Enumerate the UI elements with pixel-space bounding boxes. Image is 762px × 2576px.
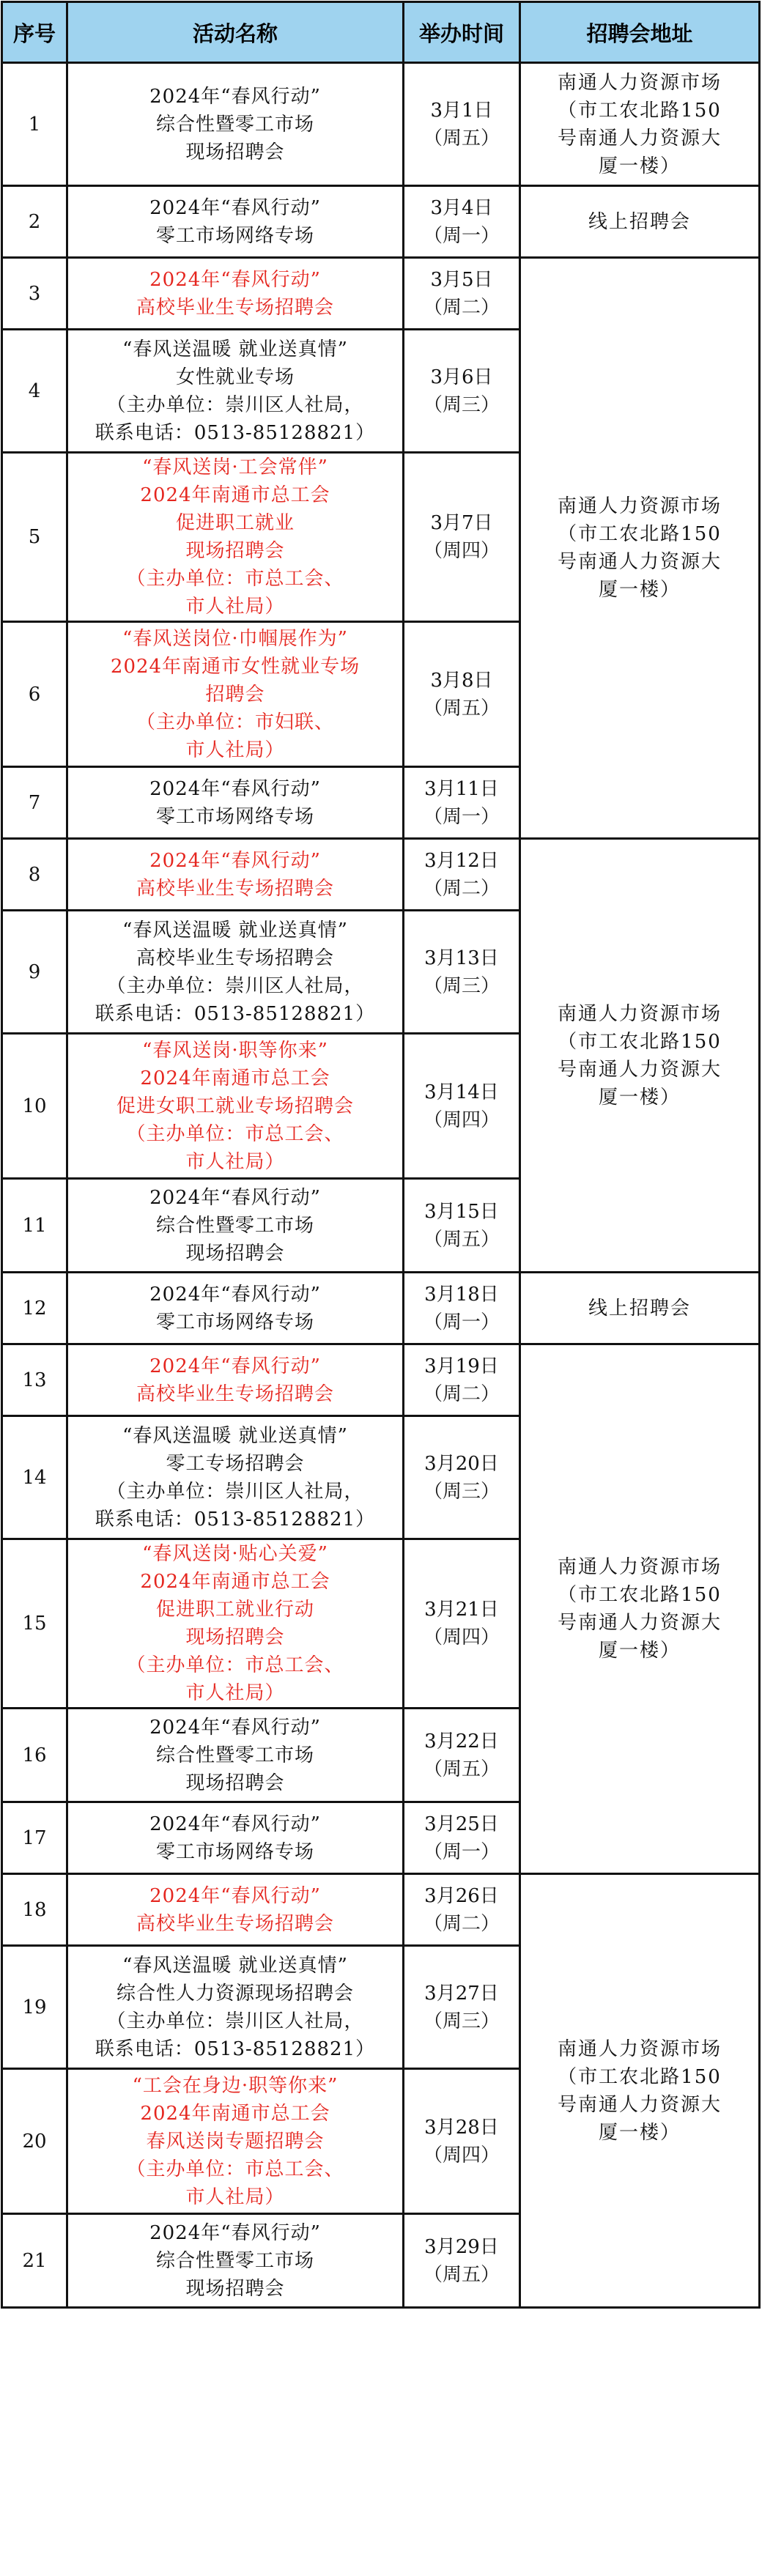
- venue-address-line: 厦一楼）: [598, 579, 681, 601]
- serial-number-cell: 12: [2, 1273, 67, 1344]
- event-date-cell: [404, 622, 520, 767]
- venue-address-cell: [520, 839, 760, 1273]
- serial-number-cell: 13: [2, 1344, 67, 1416]
- activity-name-line: （主办单位：市总工会、: [126, 568, 344, 590]
- activity-name-line: 现场招聘会: [185, 1626, 285, 1648]
- activity-name-line: 零工市场网络专场: [155, 1311, 314, 1333]
- activity-name-cell: [67, 1344, 404, 1416]
- activity-name-line: “春风送岗·贴心关爱”: [142, 1543, 328, 1565]
- event-date-cell: [404, 1344, 520, 1416]
- venue-address-cell: [520, 1874, 760, 2308]
- event-weekday: （周三）: [423, 974, 500, 997]
- activity-name-cell: [67, 911, 404, 1034]
- activity-name-line: 2024年“春风行动”: [149, 849, 321, 872]
- activity-name-line: 2024年“春风行动”: [149, 1884, 321, 1907]
- table-body: [2, 63, 760, 2308]
- event-date-cell: [404, 63, 520, 186]
- event-date: 3月20日: [424, 1452, 499, 1475]
- venue-address-line: （市工农北路150: [558, 1030, 722, 1053]
- event-weekday: （周一）: [423, 1840, 500, 1863]
- activity-name-line: 市人社局）: [185, 596, 285, 618]
- event-date: 3月22日: [424, 1730, 499, 1753]
- venue-address-line: 南通人力资源市场: [557, 1002, 722, 1025]
- activity-name-line: 高校毕业生专场招聘会: [136, 877, 334, 900]
- activity-name-line: 高校毕业生专场招聘会: [136, 296, 334, 319]
- event-date-cell: [404, 330, 520, 453]
- activity-name-line: 综合性暨零工市场: [155, 113, 314, 136]
- activity-name-line: （主办单位：市总工会、: [126, 2158, 344, 2180]
- serial-number-cell: 16: [2, 1709, 67, 1802]
- venue-address-line: 南通人力资源市场: [557, 1556, 722, 1578]
- activity-name-line: 现场招聘会: [185, 141, 285, 163]
- venue-address-line: 厦一楼）: [598, 2121, 681, 2144]
- event-date-cell: [404, 911, 520, 1034]
- venue-address-cell: [520, 1344, 760, 1874]
- table-header: [2, 2, 760, 63]
- activity-name-line: 2024年南通市总工会: [140, 2102, 330, 2125]
- venue-address-line: 厦一楼）: [598, 155, 681, 177]
- event-weekday: （周五）: [423, 2263, 500, 2286]
- header-serial-number: 序号: [2, 2, 67, 63]
- activity-name-line: 现场招聘会: [185, 1772, 285, 1794]
- header-event-time: 举办时间: [404, 2, 520, 63]
- event-date-cell: [404, 1273, 520, 1344]
- activity-name-line: （主办单位：崇川区人社局，: [106, 2010, 364, 2032]
- event-weekday: （周四）: [423, 1109, 500, 1131]
- activity-name-line: 现场招聘会: [185, 2277, 285, 2300]
- event-date-cell: [404, 839, 520, 911]
- event-weekday: （周二）: [423, 1383, 500, 1405]
- activity-name-line: （主办单位：市妇联、: [136, 711, 334, 733]
- event-date: 3月11日: [424, 777, 499, 800]
- event-date-cell: [404, 1802, 520, 1874]
- event-date: 3月18日: [424, 1283, 499, 1306]
- event-weekday: （周一）: [423, 805, 500, 828]
- activity-name-line: 市人社局）: [185, 1682, 285, 1704]
- table-row: [2, 258, 760, 330]
- venue-address-line: 号南通人力资源大: [557, 1058, 722, 1081]
- job-fair-schedule-table: [1, 1, 761, 2309]
- table-row: [2, 839, 760, 911]
- activity-name-line: 高校毕业生专场招聘会: [136, 1383, 334, 1405]
- event-date: 3月6日: [430, 366, 493, 388]
- activity-name-line: 综合性暨零工市场: [155, 1744, 314, 1766]
- venue-address-line: （市工农北路150: [558, 99, 722, 122]
- venue-address-line: （市工农北路150: [558, 523, 722, 545]
- event-date: 3月15日: [424, 1200, 499, 1223]
- venue-address-line: 厦一楼）: [598, 1086, 681, 1109]
- activity-name-line: 综合性暨零工市场: [155, 1214, 314, 1237]
- event-date: 3月26日: [424, 1884, 499, 1907]
- event-weekday: （周四）: [423, 2144, 500, 2166]
- event-date: 3月28日: [424, 2116, 499, 2139]
- event-weekday: （周二）: [423, 296, 500, 319]
- activity-name-line: 综合性人力资源现场招聘会: [116, 1982, 354, 2005]
- event-date-cell: [404, 2214, 520, 2308]
- activity-name-line: 联系电话：0513-85128821）: [95, 1002, 376, 1025]
- table-row: [2, 1344, 760, 1416]
- table-row: [2, 1874, 760, 1946]
- activity-name-line: 2024年“春风行动”: [149, 1716, 321, 1739]
- activity-name-line: “春风送岗·工会常伴”: [142, 456, 328, 478]
- activity-name-line: 现场招聘会: [185, 1242, 285, 1265]
- event-date: 3月21日: [424, 1599, 499, 1621]
- activity-name-line: 2024年南通市女性就业专场: [110, 655, 360, 678]
- header-activity-name: 活动名称: [67, 2, 404, 63]
- event-date-cell: [404, 1179, 520, 1273]
- event-weekday: （周三）: [423, 393, 500, 416]
- serial-number-cell: 10: [2, 1034, 67, 1179]
- activity-name-cell: [67, 1802, 404, 1874]
- venue-address-cell: [520, 258, 760, 839]
- activity-name-cell: [67, 1416, 404, 1539]
- serial-number-cell: 20: [2, 2069, 67, 2214]
- serial-number-cell: 11: [2, 1179, 67, 1273]
- activity-name-line: 联系电话：0513-85128821）: [95, 421, 376, 444]
- serial-number-cell: 19: [2, 1946, 67, 2069]
- event-date-cell: [404, 2069, 520, 2214]
- serial-number-cell: 15: [2, 1539, 67, 1709]
- activity-name-line: “春风送温暖 就业送真情”: [122, 1954, 348, 1977]
- activity-name-line: “春风送岗·职等你来”: [142, 1039, 328, 1062]
- event-date-cell: [404, 1874, 520, 1946]
- event-date: 3月13日: [424, 947, 499, 969]
- event-date: 3月29日: [424, 2235, 499, 2258]
- activity-name-cell: [67, 1273, 404, 1344]
- event-weekday: （周一）: [423, 1311, 500, 1333]
- venue-address-line: 号南通人力资源大: [557, 1612, 722, 1634]
- activity-name-line: 高校毕业生专场招聘会: [136, 1912, 334, 1935]
- activity-name-line: 促进职工就业: [175, 512, 295, 534]
- activity-name-line: 招聘会: [205, 683, 265, 706]
- serial-number-cell: 21: [2, 2214, 67, 2308]
- venue-address-line: 线上招聘会: [588, 210, 691, 233]
- event-weekday: （周四）: [423, 540, 500, 562]
- serial-number-cell: 1: [2, 63, 67, 186]
- activity-name-line: 联系电话：0513-85128821）: [95, 2038, 376, 2060]
- activity-name-line: （主办单位：崇川区人社局，: [106, 393, 364, 416]
- activity-name-cell: [67, 1874, 404, 1946]
- serial-number-cell: 6: [2, 622, 67, 767]
- event-date-cell: [404, 453, 520, 622]
- event-weekday: （周二）: [423, 1912, 500, 1935]
- event-weekday: （周五）: [423, 1758, 500, 1780]
- venue-address-cell: [520, 63, 760, 186]
- table-row: [2, 1273, 760, 1344]
- activity-name-cell: [67, 1946, 404, 2069]
- venue-address-line: 号南通人力资源大: [557, 2093, 722, 2116]
- activity-name-line: 现场招聘会: [185, 540, 285, 562]
- event-date: 3月8日: [430, 669, 493, 692]
- event-weekday: （周五）: [423, 697, 500, 719]
- serial-number-cell: 2: [2, 186, 67, 258]
- activity-name-line: 2024年南通市总工会: [140, 484, 330, 506]
- event-date-cell: [404, 767, 520, 839]
- event-date: 3月27日: [424, 1982, 499, 2005]
- activity-name-cell: [67, 2069, 404, 2214]
- activity-name-line: “工会在身边·职等你来”: [132, 2074, 339, 2097]
- activity-name-line: 2024年“春风行动”: [149, 268, 321, 291]
- activity-name-cell: [67, 1539, 404, 1709]
- activity-name-cell: [67, 1709, 404, 1802]
- activity-name-line: 2024年“春风行动”: [149, 2221, 321, 2244]
- serial-number-cell: 7: [2, 767, 67, 839]
- serial-number-cell: 9: [2, 911, 67, 1034]
- table-row: [2, 186, 760, 258]
- event-weekday: （周一）: [423, 224, 500, 247]
- event-date-cell: [404, 1946, 520, 2069]
- activity-name-line: 2024年“春风行动”: [149, 1355, 321, 1377]
- event-date-cell: [404, 186, 520, 258]
- event-date: 3月4日: [430, 196, 493, 219]
- venue-address-line: （市工农北路150: [558, 1584, 722, 1606]
- activity-name-line: 市人社局）: [185, 739, 285, 761]
- activity-name-line: 2024年“春风行动”: [149, 1186, 321, 1209]
- venue-address-line: （市工农北路150: [558, 2065, 722, 2088]
- event-date: 3月1日: [430, 99, 493, 122]
- header-venue-address: 招聘会地址: [520, 2, 760, 63]
- activity-name-line: 2024年“春风行动”: [149, 777, 321, 800]
- serial-number-cell: 17: [2, 1802, 67, 1874]
- activity-name-cell: [67, 330, 404, 453]
- activity-name-line: 春风送岗专题招聘会: [146, 2130, 325, 2153]
- event-weekday: （周二）: [423, 877, 500, 900]
- serial-number-cell: 8: [2, 839, 67, 911]
- venue-address-line: 厦一楼）: [598, 1640, 681, 1662]
- event-date: 3月14日: [424, 1081, 499, 1103]
- activity-name-line: 2024年南通市总工会: [140, 1067, 330, 1089]
- activity-name-line: 零工市场网络专场: [155, 1840, 314, 1863]
- activity-name-line: （主办单位：市总工会、: [126, 1654, 344, 1676]
- venue-address-cell: [520, 186, 760, 258]
- venue-address-cell: [520, 1273, 760, 1344]
- event-date-cell: [404, 258, 520, 330]
- activity-name-cell: [67, 63, 404, 186]
- serial-number-cell: 14: [2, 1416, 67, 1539]
- activity-name-cell: [67, 258, 404, 330]
- venue-address-line: 南通人力资源市场: [557, 71, 722, 94]
- event-date-cell: [404, 1709, 520, 1802]
- activity-name-line: “春风送温暖 就业送真情”: [122, 919, 348, 941]
- activity-name-line: “春风送温暖 就业送真情”: [122, 338, 348, 360]
- activity-name-line: 促进女职工就业专场招聘会: [116, 1095, 354, 1117]
- activity-name-line: 零工市场网络专场: [155, 805, 314, 828]
- activity-name-line: （主办单位：市总工会、: [126, 1122, 344, 1145]
- activity-name-line: 促进职工就业行动: [155, 1599, 314, 1621]
- activity-name-line: “春风送温暖 就业送真情”: [122, 1424, 348, 1447]
- activity-name-cell: [67, 767, 404, 839]
- event-weekday: （周五）: [423, 127, 500, 149]
- activity-name-line: 2024年“春风行动”: [149, 85, 321, 108]
- event-weekday: （周五）: [423, 1228, 500, 1251]
- table-row: [2, 63, 760, 186]
- event-date: 3月25日: [424, 1813, 499, 1835]
- activity-name-cell: [67, 1034, 404, 1179]
- activity-name-line: （主办单位：崇川区人社局，: [106, 974, 364, 997]
- activity-name-line: 2024年“春风行动”: [149, 1813, 321, 1835]
- event-weekday: （周三）: [423, 1480, 500, 1503]
- activity-name-line: 高校毕业生专场招聘会: [136, 947, 334, 969]
- activity-name-line: 市人社局）: [185, 2185, 285, 2208]
- activity-name-cell: [67, 1179, 404, 1273]
- serial-number-cell: 3: [2, 258, 67, 330]
- activity-name-line: “春风送岗位·巾帼展作为”: [122, 627, 348, 650]
- header-row: [2, 2, 760, 63]
- venue-address-line: 南通人力资源市场: [557, 495, 722, 517]
- activity-name-cell: [67, 453, 404, 622]
- activity-name-line: 市人社局）: [185, 1150, 285, 1173]
- schedule-table-wrapper: [1, 1, 761, 2309]
- venue-address-line: 南通人力资源市场: [557, 2038, 722, 2060]
- event-date: 3月12日: [424, 849, 499, 872]
- event-date: 3月19日: [424, 1355, 499, 1377]
- activity-name-cell: [67, 186, 404, 258]
- serial-number-cell: 18: [2, 1874, 67, 1946]
- event-date-cell: [404, 1539, 520, 1709]
- activity-name-line: 综合性暨零工市场: [155, 2249, 314, 2272]
- event-date-cell: [404, 1416, 520, 1539]
- venue-address-line: 号南通人力资源大: [557, 551, 722, 573]
- activity-name-cell: [67, 2214, 404, 2308]
- activity-name-line: 零工市场网络专场: [155, 224, 314, 247]
- activity-name-line: 联系电话：0513-85128821）: [95, 1508, 376, 1531]
- serial-number-cell: 5: [2, 453, 67, 622]
- activity-name-line: 女性就业专场: [175, 366, 295, 388]
- event-weekday: （周四）: [423, 1626, 500, 1648]
- event-date-cell: [404, 1034, 520, 1179]
- activity-name-cell: [67, 622, 404, 767]
- activity-name-line: （主办单位：崇川区人社局，: [106, 1480, 364, 1503]
- venue-address-line: 号南通人力资源大: [557, 127, 722, 149]
- event-date: 3月7日: [430, 512, 493, 534]
- event-weekday: （周三）: [423, 2010, 500, 2032]
- activity-name-cell: [67, 839, 404, 911]
- activity-name-line: 2024年“春风行动”: [149, 1283, 321, 1306]
- venue-address-line: 线上招聘会: [588, 1297, 691, 1320]
- activity-name-line: 2024年“春风行动”: [149, 196, 321, 219]
- event-date: 3月5日: [430, 268, 493, 291]
- activity-name-line: 2024年南通市总工会: [140, 1571, 330, 1593]
- activity-name-line: 零工专场招聘会: [166, 1452, 305, 1475]
- serial-number-cell: 4: [2, 330, 67, 453]
